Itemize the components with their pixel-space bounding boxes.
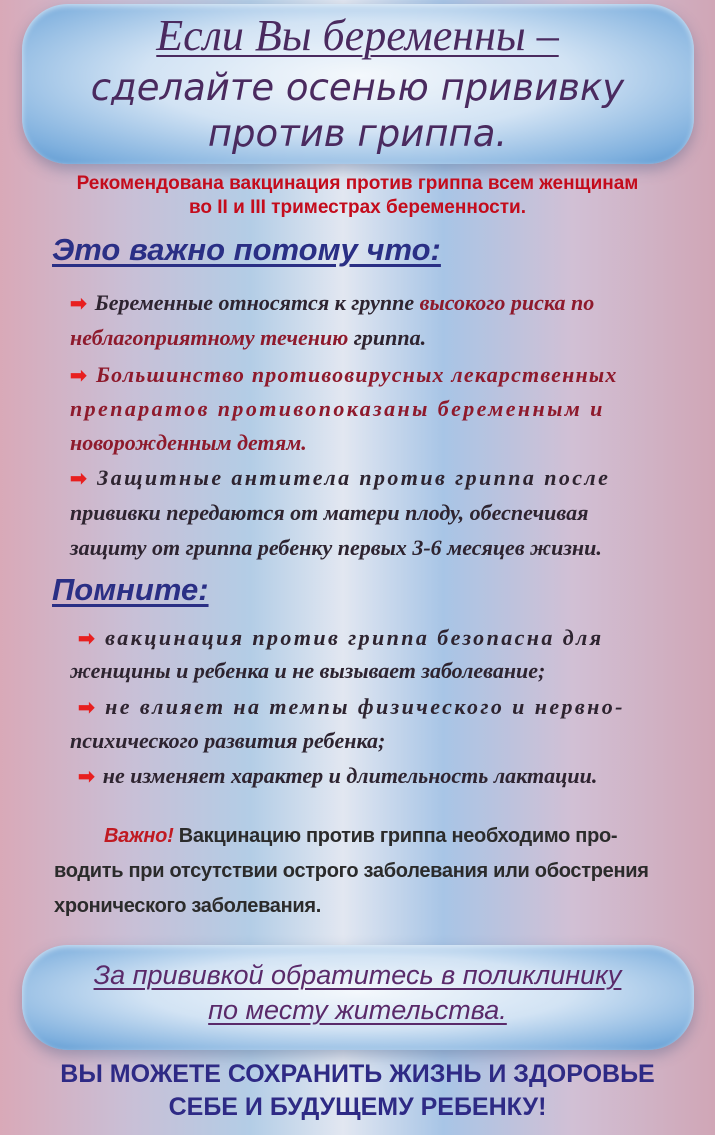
reason-2-line-1: ➡ Большинство противовирусных лекарственных xyxy=(70,362,618,387)
right-arrow-icon: ➡ xyxy=(78,697,98,719)
recommendation-line-1: Рекомендована вакцинация против гриппа всем женщинам xyxy=(76,173,639,194)
clinic-line-2: по месту жительства. xyxy=(208,995,507,1025)
remember-2-line-1: ➡ не влияет на темпы физического и нервно- xyxy=(78,694,625,719)
page-title: Если Вы беременны – xyxy=(156,11,559,60)
recommendation-line-2: во II и III триместрах беременности. xyxy=(188,197,527,218)
subtitle-line-2: против гриппа. xyxy=(207,112,508,155)
remember-1-line-2: женщины и ребенка и не вызывает заболевание; xyxy=(70,658,546,683)
right-arrow-icon: ➡ xyxy=(70,468,90,490)
closing-line-1: ВЫ МОЖЕТЕ СОХРАНИТЬ ЖИЗНЬ И ЗДОРОВЬЕ xyxy=(60,1060,655,1088)
note-label: Важно! xyxy=(104,825,174,847)
reason-3-line-2: прививки передаются от матери плоду, обеспечивая xyxy=(70,500,589,525)
remember-3-line-1: ➡ не изменяет характер и длительность лактации. xyxy=(78,763,598,788)
reason-3-line-3: защиту от гриппа ребенку первых 3-6 месяцев жизни. xyxy=(70,535,602,560)
subtitle-line-1: сделайте осенью прививку xyxy=(90,66,625,109)
note-line-2: водить при отсутствии острого заболевания или обострения xyxy=(54,860,649,882)
note-line-1: Важно! Вакцинацию против гриппа необходимо про- xyxy=(104,825,618,847)
right-arrow-icon: ➡ xyxy=(78,628,98,650)
closing-line-2: СЕБЕ И БУДУЩЕМУ РЕБЕНКУ! xyxy=(168,1093,547,1121)
reason-1-line-1: ➡ Беременные относятся к группе высокого риска по xyxy=(70,290,595,315)
reason-1-line-2: неблагоприятному течению гриппа. xyxy=(70,325,427,350)
remember-heading: Помните: xyxy=(52,572,209,607)
right-arrow-icon: ➡ xyxy=(70,293,87,315)
right-arrow-icon: ➡ xyxy=(70,365,88,387)
reason-3-line-1: ➡ Защитные антитела против гриппа после xyxy=(70,465,611,490)
right-arrow-icon: ➡ xyxy=(78,766,95,788)
note-line-3: хронического заболевания. xyxy=(54,895,322,917)
reason-2-line-3: новорожденным детям. xyxy=(70,430,307,455)
remember-2-line-2: психического развития ребенка; xyxy=(70,728,386,753)
clinic-line-1: За прививкой обратитесь в поликлинику xyxy=(93,960,622,990)
reason-2-line-2: препаратов противопоказаны беременным и xyxy=(70,396,605,421)
remember-1-line-1: ➡ вакцинация против гриппа безопасна для xyxy=(78,625,604,650)
important-heading: Это важно потому что: xyxy=(52,232,441,267)
